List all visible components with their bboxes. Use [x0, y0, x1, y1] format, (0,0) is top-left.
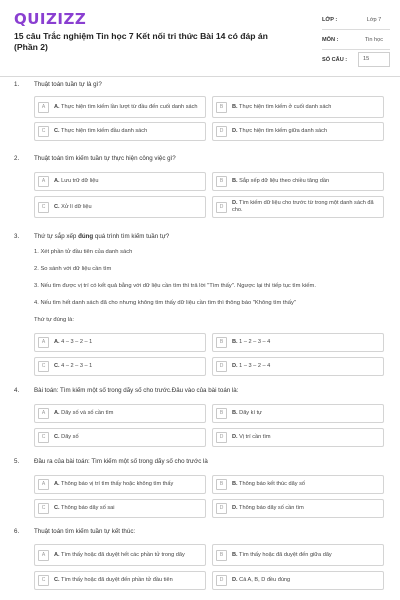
answer-option-b[interactable]: B B. Thông báo kết thúc dãy số	[212, 475, 384, 494]
answer-option-d[interactable]: D D. Thông báo dãy số cần tìm	[212, 499, 384, 518]
answer-option-b[interactable]: B B. Sắp xếp dữ liệu theo chiều tăng dần	[212, 172, 384, 191]
question-number: 4.	[14, 387, 20, 394]
option-letter-box: B	[216, 479, 227, 490]
question-6	[0, 525, 400, 592]
option-text: Thông báo dãy số sai	[61, 505, 115, 512]
option-text: 4 – 2 – 3 – 1	[61, 363, 93, 370]
answer-option-b[interactable]: B B. 1 – 2 – 3 – 4	[212, 333, 384, 352]
option-text: Thông báo vị trí tìm thấy hoặc không tìm thấy	[61, 481, 174, 488]
question-3	[0, 230, 400, 377]
question-step-line: 1. Xét phần tử đầu tiên của danh sách	[34, 249, 133, 255]
option-letter-box: B	[216, 408, 227, 419]
question-number: 3.	[14, 233, 20, 240]
worksheet-meta	[322, 10, 390, 69]
meta-count-value: 15	[358, 52, 390, 67]
option-text: Vị trí cần tìm	[239, 434, 271, 441]
answer-option-a[interactable]: A A. 4 – 3 – 2 – 1	[34, 333, 206, 352]
answer-option-b[interactable]: B B. Thực hiện tìm kiếm ở cuối danh sách	[212, 96, 384, 118]
option-text: Sắp xếp dữ liệu theo chiều tăng dần	[239, 178, 330, 185]
option-letter-box: C	[38, 202, 49, 213]
meta-class-row	[322, 10, 390, 30]
option-letter-box: B	[216, 176, 227, 187]
question-step-line: 4. Nếu tìm hết danh sách đã cho nhưng không tìm thấy dữ liệu cần tìm thì thông báo "Không tìm thấy"	[34, 300, 296, 306]
option-letter-box: B	[216, 550, 227, 561]
option-letter-box: A	[38, 479, 49, 490]
answer-option-d[interactable]: D D. Vị trí cần tìm	[212, 428, 384, 447]
question-prompt-line: Thứ tự đúng là:	[34, 317, 74, 323]
answer-option-a[interactable]: A A. Thực hiện tìm kiếm lần lượt từ đầu đến cuối danh sách	[34, 96, 206, 118]
question-text: Bài toán: Tìm kiếm một số trong dãy số cho trước.Đâu vào của bài toán là:	[34, 387, 239, 394]
meta-count-row	[322, 50, 390, 69]
answer-option-c[interactable]: C C. Tìm thấy hoặc đã duyệt đến phần tử đầu tiên	[34, 571, 206, 590]
option-letter-box: B	[216, 337, 227, 348]
answer-option-a[interactable]: A A. Thông báo vị trí tìm thấy hoặc không tìm thấy	[34, 475, 206, 494]
option-text: Tìm kiếm dữ liệu cho trước từ trong một danh sách đã cho.	[232, 200, 374, 213]
option-letter-box: D	[216, 126, 227, 137]
answer-option-d[interactable]: D D. Thực hiện tìm kiếm giữa danh sách	[212, 122, 384, 141]
answer-option-c[interactable]: C C. Thực hiện tìm kiếm đầu danh sách	[34, 122, 206, 141]
option-letter-box: D	[216, 503, 227, 514]
answer-option-d[interactable]: D D. 1 – 3 – 2 – 4	[212, 357, 384, 376]
worksheet-header	[0, 0, 400, 77]
option-text: Lưu trữ dữ liệu	[61, 178, 99, 185]
option-letter-box: C	[38, 126, 49, 137]
question-number: 5.	[14, 458, 20, 465]
quizizz-logo[interactable]: QUIZIZZ	[14, 10, 87, 28]
option-letter-box: D	[216, 361, 227, 372]
question-4	[0, 384, 400, 448]
option-letter-box: A	[38, 550, 49, 561]
question-number: 2.	[14, 155, 20, 162]
answer-option-c[interactable]: C C. Dãy số	[34, 428, 206, 447]
option-text: 1 – 2 – 3 – 4	[239, 339, 271, 346]
meta-subject-value: Tin học	[364, 36, 384, 43]
question-text: Thuật toán tìm kiếm tuần tự kết thúc:	[34, 528, 136, 535]
option-text: 4 – 3 – 2 – 1	[61, 339, 93, 346]
question-number: 6.	[14, 528, 20, 535]
answer-option-a[interactable]: A A. Tìm thấy hoặc đã duyệt hết các phần tử trong dãy	[34, 544, 206, 566]
option-text: Thực hiện tìm kiếm đầu danh sách	[61, 128, 148, 135]
option-text: Thực hiện tìm kiếm lần lượt từ đầu đến cuối danh sách	[61, 103, 198, 110]
question-text: Thuật toán tuần tự là gì?	[34, 81, 102, 88]
option-letter-box: A	[38, 408, 49, 419]
answer-option-b[interactable]: B B. Dãy kí tự	[212, 404, 384, 423]
option-text: Xử lí dữ liệu	[61, 203, 92, 210]
answer-option-c[interactable]: C C. 4 – 2 – 3 – 1	[34, 357, 206, 376]
option-text: Cả A, B, D đều đúng	[239, 577, 291, 584]
answer-option-a[interactable]: A A. Dãy số và số cần tìm	[34, 404, 206, 423]
option-letter-box: D	[216, 575, 227, 586]
meta-class-value: Lớp 7	[366, 16, 382, 23]
option-letter-box: A	[38, 176, 49, 187]
option-text: 1 – 3 – 2 – 4	[239, 363, 271, 370]
option-text: Tìm thấy hoặc đã duyệt đến phần tử đầu tiên	[61, 577, 173, 584]
meta-class-label: LỚP :	[322, 16, 338, 23]
answer-option-d[interactable]: D D. Tìm kiếm dữ liệu cho trước từ trong một danh sách đã cho.	[212, 196, 384, 218]
option-text: Tìm thấy hoặc đã duyệt hết các phần tử trong dãy	[61, 551, 185, 558]
option-text: Thông báo dãy số cần tìm	[239, 505, 304, 512]
question-step-line: 2. So sánh với dữ liệu cần tìm	[34, 266, 112, 272]
option-letter-box: C	[38, 432, 49, 443]
option-text: Dãy số	[61, 434, 79, 441]
meta-subject-row	[322, 30, 390, 50]
answer-option-a[interactable]: A A. Lưu trữ dữ liệu	[34, 172, 206, 191]
option-text: Dãy kí tự	[239, 410, 262, 417]
option-letter-box: A	[38, 337, 49, 348]
answer-option-c[interactable]: C C. Xử lí dữ liệu	[34, 196, 206, 218]
question-step-line: 3. Nếu tìm được vị trí có kết quả bằng với dữ liệu cần tìm thì trả lời "Tìm thấy". Ngược lại thì tiếp tục tìm kiếm.	[34, 283, 316, 289]
option-text: Tìm thấy hoặc đã duyệt đến giữa dãy	[239, 551, 332, 558]
meta-count-label: SỐ CÂU :	[322, 56, 348, 63]
question-1	[0, 78, 400, 146]
question-2	[0, 152, 400, 222]
meta-subject-label: MÔN :	[322, 36, 339, 43]
question-text: Thuật toán tìm kiếm tuần tự thực hiện công việc gì?	[34, 155, 176, 162]
question-text: Đầu ra của bài toán: Tìm kiếm một số trong dãy số cho trước là	[34, 458, 208, 465]
option-letter-box: C	[38, 575, 49, 586]
question-5	[0, 455, 400, 519]
option-letter-box: B	[216, 102, 227, 113]
answer-option-c[interactable]: C C. Thông báo dãy số sai	[34, 499, 206, 518]
option-letter-box: D	[216, 202, 227, 213]
option-text: Thực hiện tìm kiếm giữa danh sách	[239, 128, 328, 135]
question-number: 1.	[14, 81, 20, 88]
option-letter-box: C	[38, 503, 49, 514]
option-letter-box: D	[216, 432, 227, 443]
answer-option-d[interactable]: D D. Cả A, B, D đều đúng	[212, 571, 384, 590]
question-text: Thứ tự sắp xếp đúng quá trình tìm kiếm tuần tự?	[34, 233, 170, 240]
option-letter-box: C	[38, 361, 49, 372]
answer-option-b[interactable]: B B. Tìm thấy hoặc đã duyệt đến giữa dãy	[212, 544, 384, 566]
option-text: Dãy số và số cần tìm	[61, 410, 114, 417]
worksheet-title: 15 câu Trắc nghiệm Tin học 7 Kết nối tri thức Bài 14 có đáp án (Phần 2)	[14, 31, 268, 52]
option-text: Thông báo kết thúc dãy số	[239, 481, 305, 488]
option-text: Thực hiện tìm kiếm ở cuối danh sách	[239, 103, 332, 110]
option-letter-box: A	[38, 102, 49, 113]
